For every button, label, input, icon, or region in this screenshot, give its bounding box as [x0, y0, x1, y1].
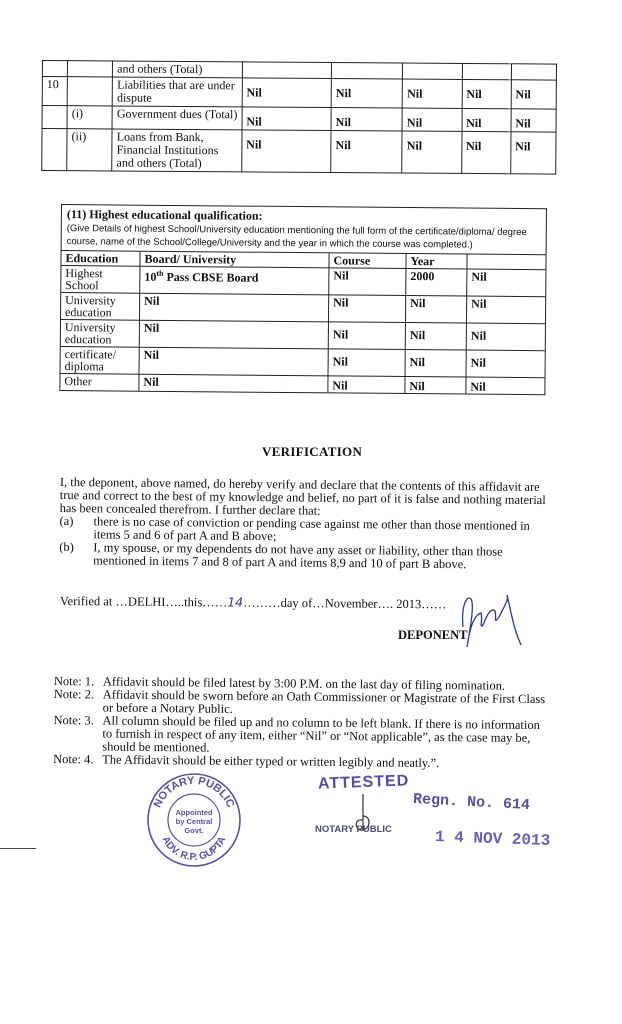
value-cell — [462, 63, 511, 79]
table-row — [61, 266, 545, 297]
table-row — [61, 347, 545, 378]
cell-board: Nil — [139, 293, 328, 322]
clause-a-label: (a) — [59, 513, 74, 529]
cell-year: 2000 — [406, 269, 467, 297]
verification-title: VERIFICATION — [262, 444, 363, 459]
cell-education: University education — [61, 293, 140, 321]
cell-board: Nil — [139, 320, 328, 349]
row-number — [42, 61, 67, 77]
education-header — [62, 205, 546, 255]
note-label: Note: 3. — [53, 712, 94, 728]
value-cell — [331, 63, 402, 79]
value-cell: Nil — [511, 109, 556, 132]
cell-year: Nil — [405, 377, 466, 394]
row-number — [42, 129, 67, 171]
seal-bottom-text: ADV. R.P. GUPTA — [159, 834, 229, 864]
education-instructions: (Give Details of highest School/University education mentioning the full form of the certificate/diploma/ degree course, name of the School/College/University and the year in which the course was completed.) — [66, 223, 527, 251]
col-header-education: Education — [61, 251, 140, 266]
education-section — [59, 204, 547, 395]
seal-top-text: NOTARY PUBLIC — [151, 774, 237, 810]
table-row — [61, 320, 545, 351]
attested-text: ATTESTED — [317, 772, 410, 793]
cell-board: 10th Pass CBSE Board — [140, 266, 329, 295]
row-subnumber: (ii) — [67, 129, 112, 171]
cell-education: Highest School — [61, 266, 140, 294]
deponent-label: DEPONENT — [398, 628, 468, 642]
clause-b-label: (b) — [59, 539, 74, 555]
table-row — [60, 374, 544, 395]
cell-course: Nil — [328, 376, 405, 393]
cell-year: Nil — [405, 296, 466, 324]
cell-board: Nil — [139, 347, 328, 376]
notary-seal — [146, 772, 242, 868]
cell-course: Nil — [328, 322, 405, 350]
verified-suffix: ………day of…November…. 2013…… — [243, 595, 447, 612]
row-label: Government dues (Total) — [112, 106, 242, 130]
value-cell: Nil — [510, 132, 556, 174]
table-row — [42, 129, 556, 175]
verified-prefix: Verified at …DELHI…..this…… — [59, 593, 228, 610]
cell-year: Nil — [405, 350, 466, 378]
table-row — [61, 293, 545, 324]
value-cell: Nil — [403, 79, 462, 108]
clause-a-text: there is no case of conviction or pending case against me other than those mentioned in items 5 and 6 of part A and B above; — [93, 514, 530, 544]
row-subnumber — [67, 77, 112, 106]
row-number: 10 — [42, 77, 67, 106]
notes-section — [53, 675, 549, 771]
notary-public-text: NOTARY PUBLIC — [315, 824, 392, 835]
row-subnumber: (i) — [67, 106, 112, 129]
value-cell — [403, 63, 462, 79]
value-cell: Nil — [402, 108, 461, 131]
col-header-course: Course — [329, 253, 406, 268]
cell-extra: Nil — [466, 377, 545, 394]
table-row — [42, 77, 556, 110]
row-number — [42, 106, 67, 129]
col-header-board: Board/ University — [140, 252, 329, 268]
row-subnumber — [67, 61, 112, 77]
cell-course: Nil — [329, 268, 406, 296]
handwritten-day: 14 — [227, 594, 244, 610]
value-cell: Nil — [242, 78, 332, 108]
edge-divider — [0, 848, 36, 849]
clause-b — [59, 541, 554, 572]
cell-extra: Nil — [466, 350, 545, 378]
value-cell: Nil — [511, 80, 556, 109]
cell-course: Nil — [328, 349, 405, 377]
liabilities-table — [41, 60, 557, 175]
note-text: Affidavit should be filed latest by 3:00 P.M. on the last day of filing nomination. — [102, 674, 506, 693]
col-header-extra — [467, 255, 546, 270]
value-cell: Nil — [331, 131, 403, 173]
value-cell: Nil — [461, 131, 510, 173]
cell-course: Nil — [328, 295, 405, 323]
note-text: Affidavit should be sworn before an Oath Commissioner or Magistrate of the First Class or before a Notary Public. — [102, 687, 546, 716]
value-cell — [242, 62, 331, 79]
verified-at-line — [60, 593, 446, 612]
registration-number: Regn. No. 614 — [412, 790, 531, 815]
value-cell: Nil — [242, 107, 332, 131]
seal-center-text: Appointed by Central Govt. — [175, 808, 213, 834]
clause-b-text: I, my spouse, or my dependents do not have any asset or liability, other than those mentioned in items 7 and 8 of part A and items 8,9 and 10 of part B above. — [93, 540, 503, 572]
value-cell: Nil — [462, 79, 511, 108]
col-header-year: Year — [406, 254, 467, 269]
value-cell: Nil — [462, 108, 511, 131]
value-cell: Nil — [331, 108, 402, 131]
cell-extra: Nil — [466, 296, 545, 324]
row-label: Loans from Bank, Financial Institutions and others (Total) — [112, 129, 242, 172]
verification-statement: I, the deponent, above named, do hereby verify and declare that the contents of this affidavit are true and correct to the best of my knowledge and belief, no part of it is false and nothing material has been concealed therefrom. I further declare that: — [59, 475, 546, 518]
education-title: (11) Highest educational qualification: — [66, 207, 263, 223]
stamp-date: 1 4 NOV 2013 — [434, 827, 551, 851]
verification-body — [59, 476, 555, 572]
value-cell — [511, 64, 556, 80]
deponent-signature — [455, 585, 525, 655]
value-cell: Nil — [402, 131, 462, 173]
value-cell: Nil — [241, 130, 331, 173]
row-label: and others (Total) — [113, 61, 243, 78]
cell-education: University education — [61, 320, 140, 348]
education-table — [60, 251, 545, 394]
row-label: Liabilities that are under dispute — [112, 77, 242, 107]
note-text: All column should be filed up and no column to be left blank. If there is no information to furnish in respect of any item, either “Nil” or “Not applicable”, as the case may be, should be mentioned. — [102, 713, 540, 755]
note-label: Note: 2. — [53, 686, 95, 702]
cell-extra: Nil — [466, 323, 545, 351]
cell-education: Other — [60, 374, 139, 391]
note-text: The Affidavit should be either typed or written legibly and neatly.”. — [102, 752, 440, 771]
cell-year: Nil — [405, 323, 466, 351]
note-label: Note: 1. — [53, 674, 95, 689]
cell-extra: Nil — [467, 269, 546, 297]
note-item — [53, 714, 548, 758]
value-cell: Nil — [331, 79, 402, 108]
svg-text:NOTARY PUBLIC — [152, 775, 237, 810]
attested-stamp — [315, 774, 555, 854]
cell-education: certificate/ diploma — [61, 347, 140, 375]
cell-board: Nil — [139, 374, 328, 392]
note-label: Note: 4. — [53, 751, 94, 767]
